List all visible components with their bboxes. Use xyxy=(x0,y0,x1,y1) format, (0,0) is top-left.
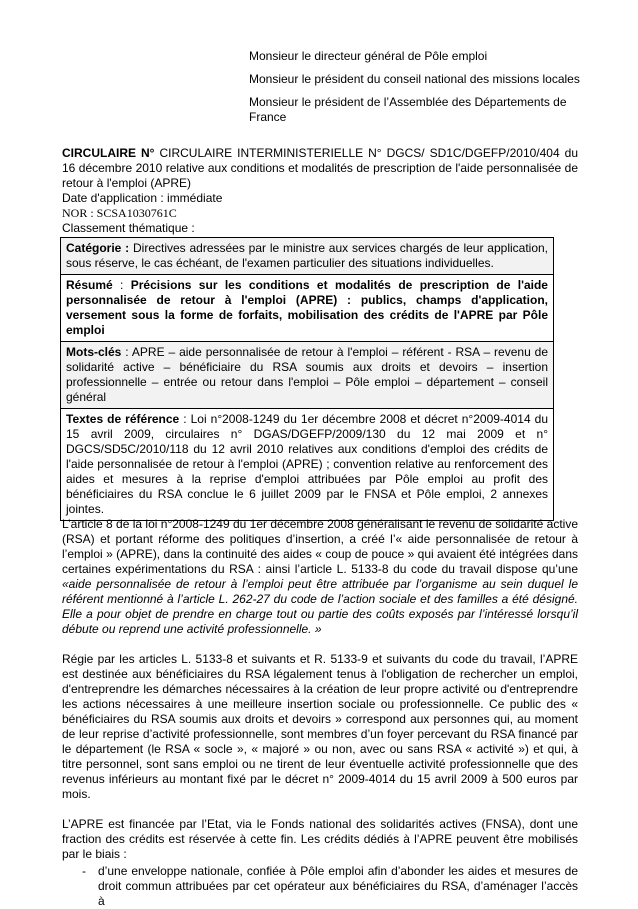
resume-text: Précisions sur les conditions et modalités de prescription de l'aide personnalisée de retour à l'emploi (APRE) : publics, champs d'application, versement sous la forme de forfaits, mobilisation des crédits de l'APRE par Pôle emploi xyxy=(66,278,548,337)
mots-cles-label: Mots-clés xyxy=(66,345,122,359)
circular-title-line xyxy=(62,146,578,191)
classement-thematique: Classement thématique : xyxy=(62,221,195,235)
paragraph-3: L’APRE est financée par l’Etat, via le Fonds national des solidarités actives (FNSA), dont une fraction des crédits est réservée à cette fin. Les crédits dédiés à l’APRE peuvent être mobilisés par le biais : xyxy=(62,817,578,861)
addressee-pole-emploi: Monsieur le directeur général de Pôle emploi xyxy=(249,49,488,63)
textes-reference-label: Textes de référence xyxy=(66,412,180,426)
categorie-cell xyxy=(61,238,553,274)
mots-cles-cell: Mots-clés : APRE – aide personnalisée de retour à l'emploi – référent - RSA – revenu de solidarité active – bénéficiaire du RSA soumis aux droits et devoirs – insertion professionnelle – entrée ou retour dans l'emploi – Pôle emploi – département – conseil général xyxy=(61,341,553,408)
summary-box xyxy=(60,237,554,521)
circular-header xyxy=(62,146,578,236)
resume-cell: Résumé : Précisions sur les conditions et modalités de prescription de l'aide personnalisée de retour à l'emploi (APRE) : publics, champs d'application, versement sous la forme de forfaits, mobilisation des crédits de l'APRE par Pôle emploi xyxy=(61,274,553,341)
addressee-missions-locales: Monsieur le président du conseil national des missions locales xyxy=(249,72,580,86)
resume-label: Résumé xyxy=(66,278,113,292)
circular-label: CIRCULAIRE N° xyxy=(62,146,155,160)
bullet-list xyxy=(62,864,578,909)
nor-reference: NOR : SCSA1030761C xyxy=(62,206,177,220)
paragraph-1-quote: «aide personnalisée de retour à l’emploi peut être attribuée par l’organisme au sein duquel le référent mentionné à l’article L. 262-27 du code de l’action sociale et des familles a été désigné. Elle a pour objet de prendre en charge tout ou partie des coûts exposés par l’intéressé lorsqu’il débute ou reprend une activité professionnelle. » xyxy=(62,577,578,636)
circular-title: CIRCULAIRE INTERMINISTERIELLE N° DGCS/ SD1C/DGEFP/2010/404 du 16 décembre 2010 relative aux conditions et modalités de prescription de l'aide personnalisée de retour à l'emploi (APRE) xyxy=(62,146,578,190)
textes-reference-cell: Textes de référence : Loi n°2008-1249 du 1er décembre 2008 et décret n°2009-4014 du 15 avril 2009, circulaires n° DGAS/DGEFP/2009/130 du 12 mai 2009 et n° DGCS/SD5C/2010/118 du 12 avril 2010 relatives aux conditions d'emploi des crédits de l'aide personnalisée de retour à l'emploi (APRE) ; convention relative au renforcement des aides et mesures à la reprise d'emploi attribuées par Pôle emploi au profit des bénéficiaires du RSA conclue le 6 juillet 2009 par le FNSA et Pôle emploi, 2 annexes jointes. xyxy=(61,408,553,520)
paragraph-1 xyxy=(62,517,578,637)
date-application: Date d'application : immédiate xyxy=(62,191,223,205)
addressee-departements: Monsieur le président de l’Assemblée des Départements de France xyxy=(249,95,567,124)
addressee-block xyxy=(249,49,589,133)
list-item: - d’une enveloppe nationale, confiée à Pôle emploi afin d’abonder les aides et mesures de droit commun attribuées par cet opérateur aux bénéficiaires du RSA, d’aménager l’accès à xyxy=(86,864,578,909)
paragraph-2: Régie par les articles L. 5133-8 et suivants et R. 5133-9 et suivants du code du travail, l’APRE est destinée aux bénéficiaires du RSA légalement tenus à l'obligation de rechercher un emploi, d'entreprendre les démarches nécessaires à la création de leur propre activité ou d'entreprendre les actions nécessaires à une meilleure insertion sociale ou professionnelle. Ce public des « bénéficiaires du RSA soumis aux droits et devoirs » correspond aux personnes qui, au moment de leur reprise d’activité professionnelle, sont membres d’un foyer percevant du RSA financé par le département (le RSA « socle », « majoré » ou non, avec ou sans RSA « activité ») et qui, à titre personnel, sont sans emploi ou ne tirent de leur éventuelle activité professionnelle que des revenus inférieurs au montant fixé par le décret n° 2009-4014 du 15 avril 2009 à 500 euros par mois. xyxy=(62,652,578,801)
textes-reference-text: Loi n°2008-1249 du 1er décembre 2008 et décret n°2009-4014 du 15 avril 2009, circulaires n° DGAS/DGEFP/2009/130 du 12 mai 2009 et n° DGCS/SD5C/2010/118 du 12 avril 2010 relatives aux conditions d'emploi des crédits de l'aide personnalisée de retour à l'emploi (APRE) ; convention relative au renforcement des aides et mesures à la reprise d'emploi attribuées par Pôle emploi au profit des bénéficiaires du RSA conclue le 6 juillet 2009 par le FNSA et Pôle emploi, 2 annexes jointes. xyxy=(66,412,548,516)
categorie-text: Directives adressées par le ministre aux services chargés de leur application, sous réserve, le cas échéant, de l'examen particulier des situations individuelles. xyxy=(66,241,549,270)
paragraph-1-text: L’article 8 de la loi n°2008-1249 du 1er décembre 2008 généralisant le revenu de solidarité active (RSA) et portant réforme des politiques d’insertion, a créé l’« aide personnalisée de retour à l’emploi » (APRE), dans la continuité des aides « coup de pouce » qui avaient été intégrées dans certaines expérimentations du RSA : ainsi l’article L. 5133-8 du code du travail dispose qu’une xyxy=(62,517,578,576)
categorie-label: Catégorie : xyxy=(66,241,130,255)
body-text xyxy=(62,517,578,909)
mots-cles-text: APRE – aide personnalisée de retour à l'emploi – référent - RSA – revenu de solidarité active – bénéficiaire du RSA soumis aux droits et devoirs – insertion professionnelle – entrée ou retour dans l'emploi – Pôle emploi – département – conseil général xyxy=(66,345,549,404)
